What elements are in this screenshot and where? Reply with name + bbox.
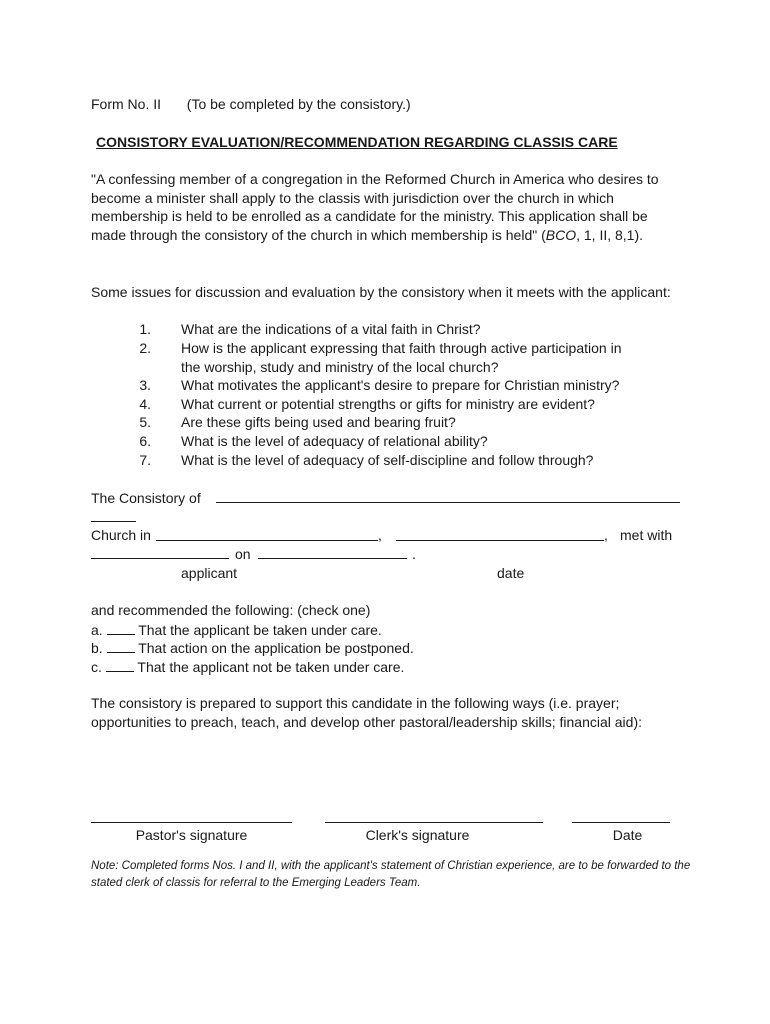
church-in-label: Church in (91, 527, 151, 543)
church-name-field[interactable] (156, 540, 378, 541)
applicant-caption: applicant (181, 565, 238, 581)
issue-text: What current or potential strengths or gifts for ministry are evident? (181, 396, 595, 412)
option-text: That the applicant not be taken under care. (137, 659, 405, 675)
option-letter: c. (91, 659, 102, 675)
met-with-label: met with (620, 527, 673, 543)
option-text: That the applicant be taken under care. (138, 622, 382, 638)
recommendation-option-b (91, 638, 414, 657)
issue-number: 7. (139, 452, 151, 468)
issue-number: 6. (139, 433, 151, 449)
recommendation-option-c (91, 657, 404, 676)
form-instruction: (To be completed by the consistory.) (186, 96, 411, 112)
issue-text: How is the applicant expressing that faith through active participation in the worship, study and ministry of the local church? (181, 340, 622, 375)
option-text: That action on the application be postponed. (138, 640, 414, 656)
location-comma: , (604, 527, 608, 543)
issue-text: What is the level of adequacy of relational ability? (181, 433, 488, 449)
consistory-of-label: The Consistory of (91, 490, 201, 506)
option-a-checkbox-line[interactable] (107, 620, 135, 635)
consistory-name-field-continued[interactable] (91, 521, 136, 522)
recommendation-option-a (91, 620, 382, 639)
date-period: . (412, 546, 416, 562)
quote-citation-rest: , 1, II, 8,1). (576, 226, 644, 243)
issues-intro: Some issues for discussion and evaluation by the consistory when it meets with the applicant: (91, 284, 671, 300)
option-c-checkbox-line[interactable] (106, 657, 134, 672)
church-location-field[interactable] (396, 540, 604, 541)
church-comma: , (378, 527, 382, 543)
issue-number: 4. (139, 396, 151, 412)
footer-note: Note: Completed forms Nos. I and II, with the applicant's statement of Christian experience, are to be forwarded to the stated clerk of classis for referral to the Emerging Leaders Team. (91, 860, 691, 889)
date-caption: date (497, 565, 525, 581)
recommendation-intro: and recommended the following: (check one) (91, 602, 371, 618)
support-paragraph: The consistory is prepared to support this candidate in the following ways (i.e. prayer; opportunities to preach, teach, and develop other pastoral/leadership skills; financial aid): (91, 695, 642, 730)
on-label: on (235, 546, 251, 562)
issue-number: 2. (139, 340, 151, 356)
option-b-checkbox-line[interactable] (107, 638, 135, 653)
option-letter: a. (91, 622, 103, 638)
issue-text: Are these gifts being used and bearing fruit? (181, 414, 456, 430)
form-header (91, 95, 411, 113)
bco-quote (91, 170, 681, 244)
issue-number: 3. (139, 377, 151, 393)
issue-text: What are the indications of a vital faith in Christ? (181, 321, 481, 337)
form-title: CONSISTORY EVALUATION/RECOMMENDATION REGARDING CLASSIS CARE (96, 134, 618, 150)
meeting-date-field[interactable] (258, 558, 407, 559)
form-number: Form No. II (91, 96, 162, 112)
issue-number: 5. (139, 414, 151, 430)
issue-text: What motivates the applicant's desire to prepare for Christian ministry? (181, 377, 620, 393)
issue-number: 1. (139, 321, 151, 337)
pastor-signature-line[interactable] (91, 822, 292, 823)
date-signature-label: Date (612, 827, 643, 843)
clerk-signature-label: Clerk's signature (365, 827, 470, 843)
issue-text: What is the level of adequacy of self-discipline and follow through? (181, 452, 594, 468)
applicant-field[interactable] (91, 558, 229, 559)
consistory-name-field[interactable] (216, 502, 680, 503)
clerk-signature-line[interactable] (325, 822, 543, 823)
pastor-signature-label: Pastor's signature (135, 827, 248, 843)
date-signature-line[interactable] (572, 822, 670, 823)
quote-citation-bco: BCO (545, 226, 577, 243)
option-letter: b. (91, 640, 103, 656)
quote-text: "A confessing member of a congregation in the Reformed Church in America who desires to become a minister shall apply to the classis with jurisdiction over the church in which membership is held to be enrolled as a candidate for the ministry. This application shall be made through the consistory of the church in which membership is held" ( (91, 171, 659, 243)
